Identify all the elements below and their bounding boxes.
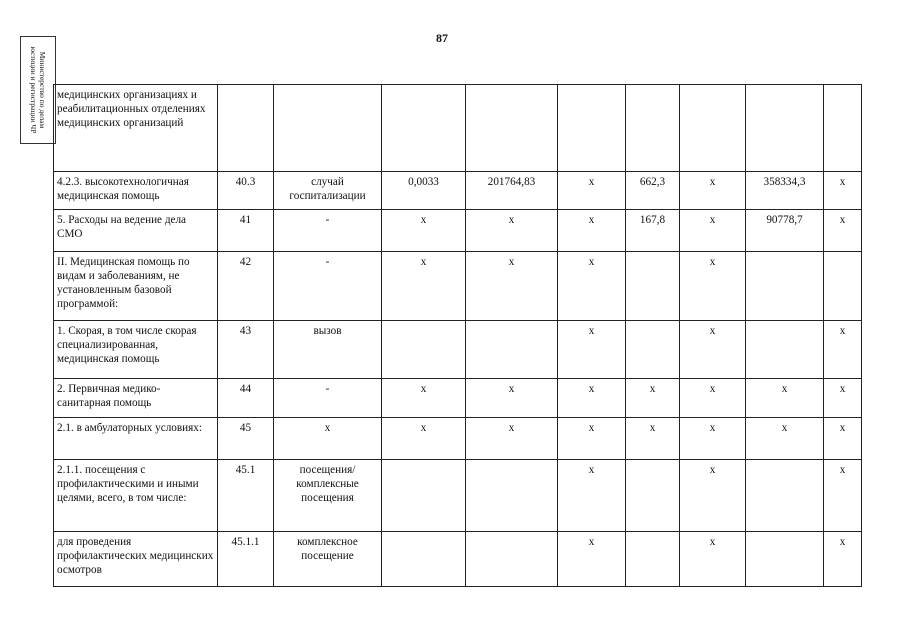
table-cell: 2.1. в амбулаторных условиях: [54,418,218,460]
table-row [54,379,862,418]
table-cell [466,460,558,532]
table-cell: x [626,418,680,460]
table-cell [746,532,824,587]
table-cell: x [680,252,746,321]
table-cell: x [824,418,862,460]
table-cell [626,321,680,379]
table-cell: 4.2.3. высокотехнологичная медицинская помощь [54,172,218,210]
table-cell: x [824,210,862,252]
table-cell [626,460,680,532]
table-cell: x [558,532,626,587]
table-cell: x [680,321,746,379]
table-cell: x [558,210,626,252]
table-cell: x [558,321,626,379]
table-cell: - [274,379,382,418]
table-row [54,252,862,321]
table-cell [746,252,824,321]
table-cell [746,460,824,532]
table-row [54,460,862,532]
table-cell: комплексное посещение [274,532,382,587]
table-cell: x [746,418,824,460]
page-number: 87 [436,31,448,45]
table-row [54,172,862,210]
table-cell: - [274,252,382,321]
table-cell [746,321,824,379]
table-cell: x [466,210,558,252]
table-cell [466,532,558,587]
table-cell: x [824,321,862,379]
table-cell [558,85,626,172]
table-cell: 201764,83 [466,172,558,210]
table-cell: x [558,172,626,210]
table-cell: 5. Расходы на ведение дела СМО [54,210,218,252]
registration-stamp [20,36,56,144]
table-cell [382,321,466,379]
table-cell: 2. Первичная медико-санитарная помощь [54,379,218,418]
table-row [54,532,862,587]
table-cell: 41 [218,210,274,252]
table-cell: II. Медицинская помощь по видам и заболеваниям, не установленным базовой программой: [54,252,218,321]
table-cell: x [558,379,626,418]
table-cell: x [382,252,466,321]
program-table [53,84,862,587]
table-cell: - [274,210,382,252]
table-cell: x [274,418,382,460]
table-cell: 43 [218,321,274,379]
table-cell [382,460,466,532]
table-cell: 358334,3 [746,172,824,210]
table-cell [274,85,382,172]
stamp-text: Министерство по делам юстиции и регистрации ЧР [29,46,47,134]
table-cell: x [382,418,466,460]
table-cell: 45.1.1 [218,532,274,587]
table-cell: x [466,379,558,418]
table-cell [466,85,558,172]
table-cell: для проведения профилактических медицинских осмотров [54,532,218,587]
table-row [54,210,862,252]
table-cell [382,532,466,587]
table-cell: x [680,460,746,532]
table-cell: x [680,172,746,210]
table-cell: 45.1 [218,460,274,532]
table-cell: x [746,379,824,418]
table-cell: вызов [274,321,382,379]
table-cell: x [466,252,558,321]
table-cell: x [680,532,746,587]
table-cell: x [824,172,862,210]
table-cell: x [680,210,746,252]
table-row [54,321,862,379]
table-cell: x [466,418,558,460]
table-cell [626,85,680,172]
table-cell: 1. Скорая, в том числе скорая специализированная, медицинская помощь [54,321,218,379]
table-cell: x [558,252,626,321]
table-cell: 42 [218,252,274,321]
table-cell: 0,0033 [382,172,466,210]
table-cell: x [824,379,862,418]
table-cell: 40.3 [218,172,274,210]
table-cell: 662,3 [626,172,680,210]
table-cell: x [824,532,862,587]
table-cell: посещения/ комплексные посещения [274,460,382,532]
table-cell: медицинских организациях и реабилитационных отделениях медицинских организаций [54,85,218,172]
table-cell [824,85,862,172]
table-cell: x [558,460,626,532]
table-cell: 167,8 [626,210,680,252]
table-row [54,418,862,460]
table-cell: x [626,379,680,418]
table-cell: x [680,418,746,460]
table-cell: 2.1.1. посещения с профилактическими и иными целями, всего, в том числе: [54,460,218,532]
table-cell [746,85,824,172]
table-cell [218,85,274,172]
table-row [54,85,862,172]
table-cell [382,85,466,172]
table-cell: x [824,460,862,532]
table-cell: x [382,379,466,418]
table-cell: случай госпитализации [274,172,382,210]
table-cell: 45 [218,418,274,460]
table-cell [680,85,746,172]
table-cell [466,321,558,379]
table-cell [626,532,680,587]
table-cell: x [680,379,746,418]
table-cell: x [558,418,626,460]
table-cell: x [382,210,466,252]
table-cell [824,252,862,321]
table-cell: 90778,7 [746,210,824,252]
table-cell: 44 [218,379,274,418]
table-cell [626,252,680,321]
